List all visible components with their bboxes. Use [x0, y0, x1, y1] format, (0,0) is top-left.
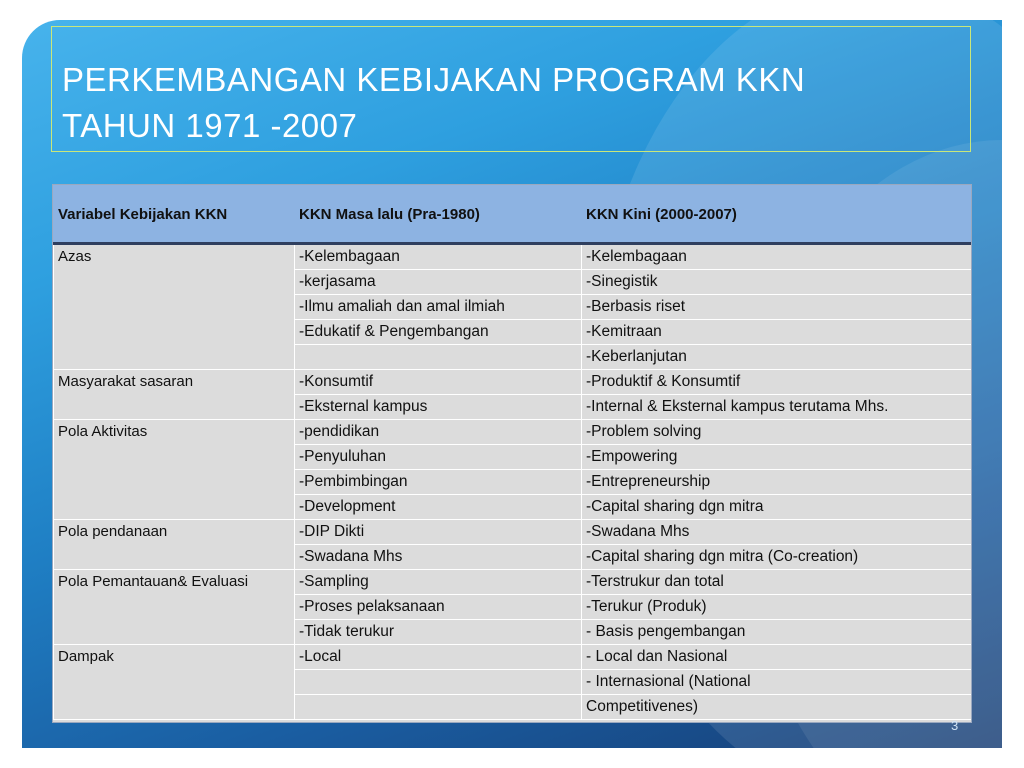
table-body [54, 244, 972, 720]
table-row [54, 244, 972, 270]
present-cell: -Berbasis riset [582, 295, 972, 320]
present-cell: -Sinegistik [582, 270, 972, 295]
present-cell: -Kemitraan [582, 320, 972, 345]
past-cell: -pendidikan [295, 420, 582, 445]
page-number: 3 [951, 718, 959, 733]
present-cell: -Kelembagaan [582, 244, 972, 270]
present-cell: -Keberlanjutan [582, 345, 972, 370]
present-cell: - Basis pengembangan [582, 620, 972, 645]
past-cell: -Ilmu amaliah dan amal ilmiah [295, 295, 582, 320]
past-cell: -Tidak terukur [295, 620, 582, 645]
past-cell: -Sampling [295, 570, 582, 595]
variable-cell: Dampak [54, 645, 295, 720]
present-cell: -Empowering [582, 445, 972, 470]
slide-title-line-1: PERKEMBANGAN KEBIJAKAN PROGRAM KKN [62, 61, 806, 98]
present-cell: -Swadana Mhs [582, 520, 972, 545]
past-cell [295, 695, 582, 720]
present-cell: -Terstrukur dan total [582, 570, 972, 595]
present-cell: -Internal & Eksternal kampus terutama Mhs. [582, 395, 972, 420]
table-row [54, 520, 972, 545]
present-cell: -Produktif & Konsumtif [582, 370, 972, 395]
present-cell: -Capital sharing dgn mitra (Co-creation) [582, 545, 972, 570]
past-cell: -Development [295, 495, 582, 520]
past-cell [295, 670, 582, 695]
table-row [54, 370, 972, 395]
past-cell: -Edukatif & Pengembangan [295, 320, 582, 345]
header-past: KKN Masa lalu (Pra-1980) [295, 186, 582, 244]
header-present: KKN Kini (2000-2007) [582, 186, 972, 244]
past-cell: -Swadana Mhs [295, 545, 582, 570]
present-cell: -Capital sharing dgn mitra [582, 495, 972, 520]
table-row [54, 570, 972, 595]
present-cell: Competitivenes) [582, 695, 972, 720]
table-row [54, 420, 972, 445]
table-header-row [54, 186, 972, 244]
slide-title-line-2: TAHUN 1971 -2007 [62, 107, 358, 144]
past-cell: -Local [295, 645, 582, 670]
past-cell: -Penyuluhan [295, 445, 582, 470]
past-cell: -DIP Dikti [295, 520, 582, 545]
present-cell: - Local dan Nasional [582, 645, 972, 670]
present-cell: -Entrepreneurship [582, 470, 972, 495]
table-row [54, 645, 972, 670]
present-cell: -Terukur (Produk) [582, 595, 972, 620]
variable-cell: Azas [54, 244, 295, 370]
variable-cell: Pola Pemantauan& Evaluasi [54, 570, 295, 645]
past-cell: -Proses pelaksanaan [295, 595, 582, 620]
variable-cell: Pola pendanaan [54, 520, 295, 570]
past-cell: -Eksternal kampus [295, 395, 582, 420]
past-cell: -Pembimbingan [295, 470, 582, 495]
variable-cell: Masyarakat sasaran [54, 370, 295, 420]
policy-table-container [52, 184, 972, 723]
header-variable: Variabel Kebijakan KKN [54, 186, 295, 244]
policy-table [53, 185, 972, 720]
present-cell: - Internasional (National [582, 670, 972, 695]
variable-cell: Pola Aktivitas [54, 420, 295, 520]
present-cell: -Problem solving [582, 420, 972, 445]
past-cell: -kerjasama [295, 270, 582, 295]
title-box [51, 26, 971, 152]
past-cell [295, 345, 582, 370]
past-cell: -Kelembagaan [295, 244, 582, 270]
past-cell: -Konsumtif [295, 370, 582, 395]
